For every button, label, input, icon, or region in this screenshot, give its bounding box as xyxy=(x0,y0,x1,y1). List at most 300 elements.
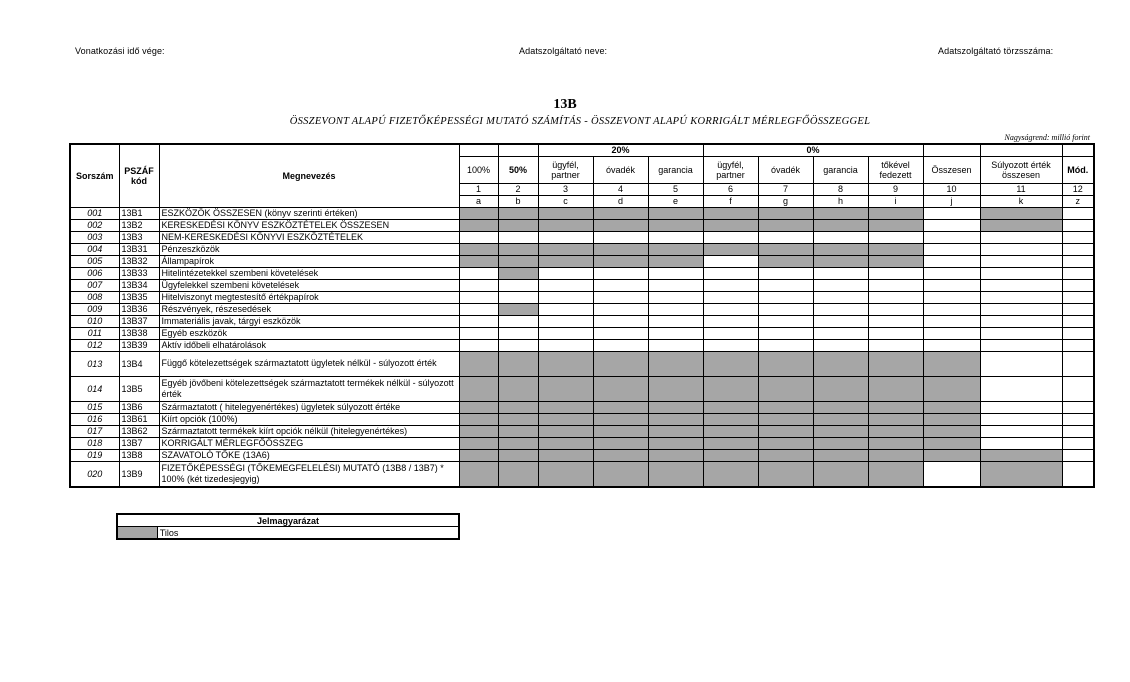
forbidden-cell xyxy=(498,303,538,315)
row-name: FIZETŐKÉPESSÉGI (TŐKEMEGFELELÉSI) MUTATÓ (13B8 / 13B7) * 100% (két tizedesjegyig) xyxy=(159,461,459,487)
input-cell[interactable] xyxy=(980,339,1062,351)
forbidden-cell xyxy=(459,425,498,437)
forbidden-cell xyxy=(813,255,868,267)
row-sorszam: 013 xyxy=(70,351,119,376)
input-cell[interactable] xyxy=(980,255,1062,267)
table-row xyxy=(70,376,1094,401)
input-cell[interactable] xyxy=(459,303,498,315)
input-cell[interactable] xyxy=(593,267,648,279)
table-row xyxy=(70,267,1094,279)
row-name: Hitelviszonyt megtestesítő értékpapírok xyxy=(159,291,459,303)
col-letter: a xyxy=(459,195,498,207)
forbidden-cell xyxy=(758,207,813,219)
col-number: 4 xyxy=(593,183,648,195)
header-empty-5 xyxy=(1062,144,1094,156)
row-code: 13B9 xyxy=(119,461,159,487)
input-cell[interactable] xyxy=(980,437,1062,449)
input-cell[interactable] xyxy=(758,303,813,315)
forbidden-cell xyxy=(459,461,498,487)
row-name: NEM-KERESKEDÉSI KÖNYVI ESZKÖZTÉTELEK xyxy=(159,231,459,243)
input-cell[interactable] xyxy=(593,291,648,303)
input-cell[interactable] xyxy=(923,291,980,303)
input-cell[interactable] xyxy=(1062,449,1094,461)
forbidden-cell xyxy=(980,207,1062,219)
input-cell[interactable] xyxy=(703,315,758,327)
col-number: 8 xyxy=(813,183,868,195)
forbidden-cell xyxy=(538,413,593,425)
row-sorszam: 008 xyxy=(70,291,119,303)
forbidden-cell xyxy=(980,461,1062,487)
input-cell[interactable] xyxy=(648,267,703,279)
input-cell[interactable] xyxy=(648,327,703,339)
input-cell[interactable] xyxy=(980,279,1062,291)
forbidden-cell xyxy=(703,437,758,449)
input-cell[interactable] xyxy=(1062,376,1094,401)
row-code: 13B31 xyxy=(119,243,159,255)
forbidden-cell xyxy=(758,449,813,461)
input-cell[interactable] xyxy=(813,267,868,279)
input-cell[interactable] xyxy=(1062,231,1094,243)
forbidden-cell xyxy=(648,207,703,219)
table-row xyxy=(70,231,1094,243)
legend-swatch xyxy=(117,527,157,540)
input-cell[interactable] xyxy=(980,351,1062,376)
input-cell[interactable] xyxy=(813,339,868,351)
header-col-ugyfel-0: ügyfél, partner xyxy=(703,156,758,183)
input-cell[interactable] xyxy=(703,339,758,351)
forbidden-cell xyxy=(459,255,498,267)
forbidden-cell xyxy=(813,425,868,437)
input-cell[interactable] xyxy=(498,315,538,327)
forbidden-cell xyxy=(593,413,648,425)
input-cell[interactable] xyxy=(538,339,593,351)
row-name: Ügyfelekkel szembeni követelések xyxy=(159,279,459,291)
input-cell[interactable] xyxy=(459,315,498,327)
forbidden-cell xyxy=(758,351,813,376)
input-cell[interactable] xyxy=(923,279,980,291)
forbidden-cell xyxy=(758,243,813,255)
col-letter: c xyxy=(538,195,593,207)
forbidden-cell xyxy=(703,243,758,255)
row-name: Állampapírok xyxy=(159,255,459,267)
forbidden-cell xyxy=(538,351,593,376)
input-cell[interactable] xyxy=(459,279,498,291)
input-cell[interactable] xyxy=(498,291,538,303)
row-name: Pénzeszközök xyxy=(159,243,459,255)
forbidden-cell xyxy=(703,401,758,413)
input-cell[interactable] xyxy=(593,279,648,291)
input-cell[interactable] xyxy=(980,243,1062,255)
input-cell[interactable] xyxy=(648,291,703,303)
input-cell[interactable] xyxy=(459,339,498,351)
input-cell[interactable] xyxy=(923,339,980,351)
input-cell[interactable] xyxy=(1062,425,1094,437)
col-letter: b xyxy=(498,195,538,207)
input-cell[interactable] xyxy=(538,327,593,339)
forbidden-cell xyxy=(813,401,868,413)
col-number: 3 xyxy=(538,183,593,195)
input-cell[interactable] xyxy=(593,339,648,351)
forbidden-cell xyxy=(538,425,593,437)
header-group-0: 0% xyxy=(703,144,923,156)
forbidden-cell xyxy=(593,437,648,449)
input-cell[interactable] xyxy=(593,327,648,339)
header-col-ovadek-20: óvadék xyxy=(593,156,648,183)
input-cell[interactable] xyxy=(1062,255,1094,267)
input-cell[interactable] xyxy=(758,339,813,351)
input-cell[interactable] xyxy=(980,231,1062,243)
row-sorszam: 009 xyxy=(70,303,119,315)
row-sorszam: 005 xyxy=(70,255,119,267)
forbidden-cell xyxy=(498,413,538,425)
input-cell[interactable] xyxy=(980,315,1062,327)
forbidden-cell xyxy=(813,207,868,219)
input-cell[interactable] xyxy=(758,267,813,279)
forbidden-cell xyxy=(758,255,813,267)
header-empty-1 xyxy=(459,144,498,156)
input-cell[interactable] xyxy=(459,231,498,243)
input-cell[interactable] xyxy=(868,279,923,291)
forbidden-cell xyxy=(813,449,868,461)
col-number: 6 xyxy=(703,183,758,195)
forbidden-cell xyxy=(868,425,923,437)
input-cell[interactable] xyxy=(868,291,923,303)
input-cell[interactable] xyxy=(868,267,923,279)
col-number: 2 xyxy=(498,183,538,195)
table-row xyxy=(70,437,1094,449)
input-cell[interactable] xyxy=(813,315,868,327)
forbidden-cell xyxy=(459,351,498,376)
input-cell[interactable] xyxy=(538,303,593,315)
forbidden-cell xyxy=(758,413,813,425)
forbidden-cell xyxy=(593,401,648,413)
forbidden-cell xyxy=(923,437,980,449)
input-cell[interactable] xyxy=(1062,461,1094,487)
row-code: 13B3 xyxy=(119,231,159,243)
input-cell[interactable] xyxy=(868,315,923,327)
input-cell[interactable] xyxy=(703,267,758,279)
header-col-ovadek-0: óvadék xyxy=(758,156,813,183)
forbidden-cell xyxy=(980,219,1062,231)
input-cell[interactable] xyxy=(758,315,813,327)
row-name: ESZKÖZÖK ÖSSZESEN (könyv szerinti értéken) xyxy=(159,207,459,219)
input-cell[interactable] xyxy=(980,401,1062,413)
row-code: 13B35 xyxy=(119,291,159,303)
forbidden-cell xyxy=(593,376,648,401)
forbidden-cell xyxy=(868,207,923,219)
forbidden-cell xyxy=(593,243,648,255)
input-cell[interactable] xyxy=(538,267,593,279)
input-cell[interactable] xyxy=(593,303,648,315)
forbidden-cell xyxy=(703,219,758,231)
header-empty-2 xyxy=(498,144,538,156)
input-cell[interactable] xyxy=(980,267,1062,279)
input-cell[interactable] xyxy=(813,327,868,339)
row-code: 13B36 xyxy=(119,303,159,315)
row-code: 13B6 xyxy=(119,401,159,413)
input-cell[interactable] xyxy=(758,291,813,303)
input-cell[interactable] xyxy=(923,231,980,243)
input-cell[interactable] xyxy=(703,231,758,243)
forbidden-cell xyxy=(498,401,538,413)
row-code: 13B4 xyxy=(119,351,159,376)
row-name: Egyéb jövőbeni kötelezettségek származtatott termékek nélkül - súlyozott érték xyxy=(159,376,459,401)
input-cell[interactable] xyxy=(459,267,498,279)
input-cell[interactable] xyxy=(923,243,980,255)
input-cell[interactable] xyxy=(923,315,980,327)
table-row xyxy=(70,327,1094,339)
input-cell[interactable] xyxy=(980,425,1062,437)
table-row xyxy=(70,339,1094,351)
forbidden-cell xyxy=(498,267,538,279)
input-cell[interactable] xyxy=(1062,267,1094,279)
col-letter: g xyxy=(758,195,813,207)
forbidden-cell xyxy=(498,425,538,437)
forbidden-cell xyxy=(498,461,538,487)
header-col-100: 100% xyxy=(459,156,498,183)
input-cell[interactable] xyxy=(1062,413,1094,425)
input-cell[interactable] xyxy=(648,279,703,291)
forbidden-cell xyxy=(813,351,868,376)
input-cell[interactable] xyxy=(538,291,593,303)
legend-title: Jelmagyarázat xyxy=(117,514,459,527)
forbidden-cell xyxy=(538,207,593,219)
table-row xyxy=(70,291,1094,303)
forbidden-cell xyxy=(498,243,538,255)
input-cell[interactable] xyxy=(868,327,923,339)
forbidden-cell xyxy=(813,461,868,487)
header-col-osszesen: Összesen xyxy=(923,156,980,183)
forbidden-cell xyxy=(868,255,923,267)
input-cell[interactable] xyxy=(648,339,703,351)
input-cell[interactable] xyxy=(1062,303,1094,315)
table-row xyxy=(70,207,1094,219)
provider-id-label: Adatszolgáltató törzsszáma: xyxy=(938,46,1054,56)
input-cell[interactable] xyxy=(1062,219,1094,231)
row-name: Kiírt opciók (100%) xyxy=(159,413,459,425)
input-cell[interactable] xyxy=(923,327,980,339)
input-cell[interactable] xyxy=(813,291,868,303)
col-number: 7 xyxy=(758,183,813,195)
col-number: 10 xyxy=(923,183,980,195)
form-title: ÖSSZEVONT ALAPÚ FIZETŐKÉPESSÉGI MUTATÓ SZÁMÍTÁS - ÖSSZEVONT ALAPÚ KORRIGÁLT MÉRLEGFŐÖSSZEGGEL xyxy=(289,116,871,127)
input-cell[interactable] xyxy=(980,327,1062,339)
input-cell[interactable] xyxy=(868,231,923,243)
row-sorszam: 001 xyxy=(70,207,119,219)
row-code: 13B8 xyxy=(119,449,159,461)
row-code: 13B1 xyxy=(119,207,159,219)
forbidden-cell xyxy=(923,425,980,437)
forbidden-cell xyxy=(648,437,703,449)
row-sorszam: 016 xyxy=(70,413,119,425)
input-cell[interactable] xyxy=(1062,279,1094,291)
input-cell[interactable] xyxy=(498,279,538,291)
col-number: 9 xyxy=(868,183,923,195)
input-cell[interactable] xyxy=(1062,339,1094,351)
input-cell[interactable] xyxy=(538,279,593,291)
input-cell[interactable] xyxy=(923,219,980,231)
forbidden-cell xyxy=(538,219,593,231)
forbidden-cell xyxy=(868,219,923,231)
input-cell[interactable] xyxy=(1062,207,1094,219)
input-cell[interactable] xyxy=(648,231,703,243)
input-cell[interactable] xyxy=(498,339,538,351)
col-letter: z xyxy=(1062,195,1094,207)
input-cell[interactable] xyxy=(758,279,813,291)
row-sorszam: 017 xyxy=(70,425,119,437)
input-cell[interactable] xyxy=(1062,243,1094,255)
forbidden-cell xyxy=(648,425,703,437)
input-cell[interactable] xyxy=(868,339,923,351)
forbidden-cell xyxy=(868,243,923,255)
input-cell[interactable] xyxy=(459,291,498,303)
input-cell[interactable] xyxy=(758,327,813,339)
forbidden-cell xyxy=(703,351,758,376)
row-code: 13B38 xyxy=(119,327,159,339)
input-cell[interactable] xyxy=(593,315,648,327)
row-sorszam: 012 xyxy=(70,339,119,351)
input-cell[interactable] xyxy=(538,315,593,327)
col-letter: k xyxy=(980,195,1062,207)
forbidden-cell xyxy=(538,401,593,413)
input-cell[interactable] xyxy=(1062,351,1094,376)
input-cell[interactable] xyxy=(1062,291,1094,303)
row-name: Származtatott ( hitelegyenértékes) ügyletek súlyozott értéke xyxy=(159,401,459,413)
forbidden-cell xyxy=(868,449,923,461)
input-cell[interactable] xyxy=(1062,327,1094,339)
forbidden-cell xyxy=(538,437,593,449)
forbidden-cell xyxy=(593,255,648,267)
col-number: 5 xyxy=(648,183,703,195)
row-name: Aktív időbeli elhatárolások xyxy=(159,339,459,351)
row-name: KORRIGÁLT MÉRLEGFŐÖSSZEG xyxy=(159,437,459,449)
forbidden-cell xyxy=(813,219,868,231)
input-cell[interactable] xyxy=(980,413,1062,425)
forbidden-cell xyxy=(813,437,868,449)
forbidden-cell xyxy=(703,207,758,219)
input-cell[interactable] xyxy=(1062,437,1094,449)
col-letter: d xyxy=(593,195,648,207)
input-cell[interactable] xyxy=(498,231,538,243)
header-col-sulyozott: Súlyozott érték összesen xyxy=(980,156,1062,183)
forbidden-cell xyxy=(459,437,498,449)
forbidden-cell xyxy=(593,219,648,231)
row-code: 13B34 xyxy=(119,279,159,291)
form-code: 13B xyxy=(553,97,577,112)
forbidden-cell xyxy=(498,376,538,401)
forbidden-cell xyxy=(538,255,593,267)
row-code: 13B39 xyxy=(119,339,159,351)
input-cell[interactable] xyxy=(648,303,703,315)
input-cell[interactable] xyxy=(1062,315,1094,327)
table-row xyxy=(70,413,1094,425)
forbidden-cell xyxy=(703,461,758,487)
header-col-ugyfel-20: ügyfél, partner xyxy=(538,156,593,183)
row-sorszam: 018 xyxy=(70,437,119,449)
forbidden-cell xyxy=(923,413,980,425)
input-cell[interactable] xyxy=(703,279,758,291)
input-cell[interactable] xyxy=(923,255,980,267)
row-name: Hitelintézetekkel szembeni követelések xyxy=(159,267,459,279)
input-cell[interactable] xyxy=(703,303,758,315)
forbidden-cell xyxy=(923,351,980,376)
input-cell[interactable] xyxy=(1062,401,1094,413)
forbidden-cell xyxy=(758,461,813,487)
legend-label: Tilos xyxy=(157,527,459,540)
forbidden-cell xyxy=(813,243,868,255)
col-number: 11 xyxy=(980,183,1062,195)
input-cell[interactable] xyxy=(980,376,1062,401)
input-cell[interactable] xyxy=(923,461,980,487)
row-sorszam: 014 xyxy=(70,376,119,401)
row-sorszam: 002 xyxy=(70,219,119,231)
row-name: Részvények, részesedések xyxy=(159,303,459,315)
input-cell[interactable] xyxy=(703,255,758,267)
unit-note: Nagyságrend: millió forint xyxy=(1004,133,1090,142)
row-sorszam: 004 xyxy=(70,243,119,255)
forbidden-cell xyxy=(923,401,980,413)
header-empty-3 xyxy=(923,144,980,156)
forbidden-cell xyxy=(868,351,923,376)
row-sorszam: 019 xyxy=(70,449,119,461)
input-cell[interactable] xyxy=(498,327,538,339)
row-sorszam: 010 xyxy=(70,315,119,327)
input-cell[interactable] xyxy=(758,231,813,243)
forbidden-cell xyxy=(868,413,923,425)
row-sorszam: 006 xyxy=(70,267,119,279)
data-table xyxy=(69,143,1095,488)
row-code: 13B7 xyxy=(119,437,159,449)
input-cell[interactable] xyxy=(980,303,1062,315)
input-cell[interactable] xyxy=(868,303,923,315)
input-cell[interactable] xyxy=(813,231,868,243)
input-cell[interactable] xyxy=(703,327,758,339)
provider-name-label: Adatszolgáltató neve: xyxy=(519,46,608,56)
forbidden-cell xyxy=(868,461,923,487)
table-row xyxy=(70,315,1094,327)
input-cell[interactable] xyxy=(703,291,758,303)
row-code: 13B32 xyxy=(119,255,159,267)
row-sorszam: 015 xyxy=(70,401,119,413)
header-col-tokevel: tőkével fedezett xyxy=(868,156,923,183)
input-cell[interactable] xyxy=(923,267,980,279)
row-name: Származtatott termékek kiírt opciók nélkül (hitelegyenértékes) xyxy=(159,425,459,437)
forbidden-cell xyxy=(538,461,593,487)
forbidden-cell xyxy=(538,449,593,461)
header-megnevezes: Megnevezés xyxy=(159,144,459,207)
input-cell[interactable] xyxy=(813,303,868,315)
input-cell[interactable] xyxy=(538,231,593,243)
forbidden-cell xyxy=(868,401,923,413)
forbidden-cell xyxy=(648,401,703,413)
forbidden-cell xyxy=(923,449,980,461)
input-cell[interactable] xyxy=(923,207,980,219)
forbidden-cell xyxy=(498,255,538,267)
input-cell[interactable] xyxy=(593,231,648,243)
table-row xyxy=(70,351,1094,376)
input-cell[interactable] xyxy=(980,291,1062,303)
input-cell[interactable] xyxy=(459,327,498,339)
forbidden-cell xyxy=(648,243,703,255)
table-row xyxy=(70,425,1094,437)
input-cell[interactable] xyxy=(923,303,980,315)
input-cell[interactable] xyxy=(648,315,703,327)
forbidden-cell xyxy=(593,449,648,461)
row-sorszam: 020 xyxy=(70,461,119,487)
forbidden-cell xyxy=(648,219,703,231)
row-sorszam: 003 xyxy=(70,231,119,243)
input-cell[interactable] xyxy=(813,279,868,291)
